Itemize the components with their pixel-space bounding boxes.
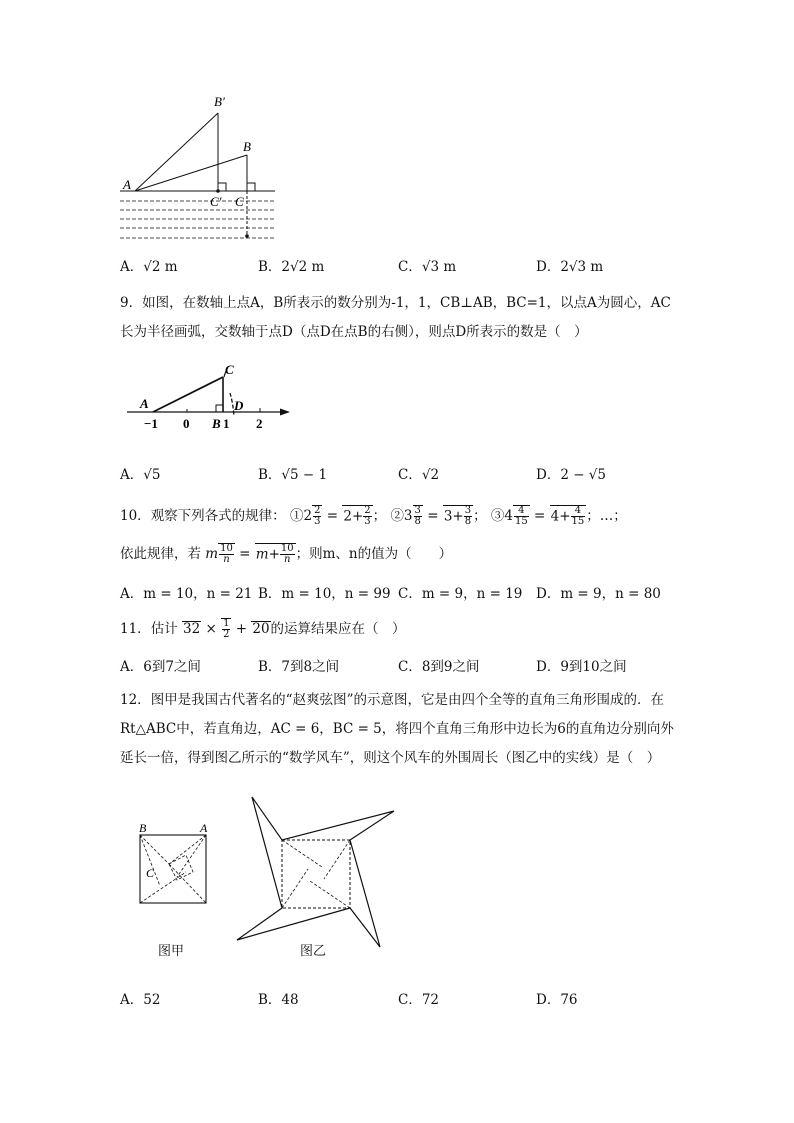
q9-tick-0: 0 — [183, 416, 190, 431]
q11-option-b-value: 7到8之间 — [281, 659, 340, 675]
q9-tick-neg1: −1 — [144, 416, 158, 431]
q11-option-c-value: 8到9之间 — [421, 659, 480, 675]
q12-option-b: B．48 — [258, 992, 299, 1008]
q8-figure — [115, 90, 285, 250]
q9-number-line-figure — [122, 360, 297, 435]
q9-tick-1: 1 — [223, 416, 230, 431]
q11-expression: 32 × $\frac{1}{2}$ + 20 — [182, 617, 270, 640]
q12-figure-jia — [130, 820, 220, 910]
q12-option-c-value: 72 — [421, 992, 440, 1008]
q9-option-c-value: √2 — [421, 467, 440, 483]
q11-option-a: A．6到7之间 — [120, 659, 201, 675]
q10-text-line1: 10．观察下列各式的规律： ①2 $\frac{2}{3}$ = 2+ $\frac{2}{3}$ ； ②3 $\frac{3}{8}$ = 3+ $\frac{3}{8}$ ； ③4 $\frac{4}{15}$ = 4+ $\frac{4}{15}$ ；…； — [120, 504, 627, 527]
q12-text-line2: Rt△ABC中，若直角边，AC = 6，BC = 5，将四个直角三角形中边长为6的直角边分别向外 — [120, 721, 674, 737]
q8-option-c-value: √3 m — [421, 259, 457, 275]
q9-option-a: A．√5 — [120, 467, 161, 483]
q10-option-a-value: m = 10，n = 21 — [143, 586, 253, 602]
q10-option-c-value: m = 9，n = 19 — [421, 586, 523, 602]
q8-option-a-value: √2 m — [143, 259, 178, 275]
q10-option-a: A．m = 10，n = 21 — [120, 586, 253, 602]
q12-option-c: C．72 — [398, 992, 440, 1008]
q11-option-c: C．8到9之间 — [398, 659, 480, 675]
q8-option-a: A．√2 m — [120, 259, 178, 275]
q12-option-b-value: 48 — [281, 992, 299, 1008]
q9-tick-2: 2 — [256, 416, 263, 431]
q8-label-cprime: C′ — [210, 194, 222, 209]
q12-fig-jia-caption: 图甲 — [158, 944, 185, 959]
q10-option-d-value: m = 9，n = 80 — [560, 586, 661, 602]
q8-option-c: C．√3 m — [398, 259, 457, 275]
q10-formula-2: ②3 $\frac{3}{8}$ = 3+ $\frac{3}{8}$ ； — [390, 504, 487, 527]
q9-option-b: B．√5 − 1 — [258, 467, 328, 483]
q8-option-b-value: 2√2 m — [281, 259, 325, 275]
q8-option-b: B．2√2 m — [258, 259, 325, 275]
q12-jia-label-b: B — [139, 821, 147, 835]
q9-option-c: C．√2 — [398, 467, 440, 483]
q9-label-b: B — [212, 416, 221, 431]
q12-jia-label-a: A — [200, 821, 208, 835]
q12-option-a: A．52 — [120, 992, 161, 1008]
q12-fig-yi-caption: 图乙 — [300, 944, 327, 959]
q12-option-a-value: 52 — [143, 992, 161, 1008]
q8-option-d-value: 2√3 m — [560, 259, 604, 275]
q9-text-line2: 长为半径画弧，交数轴于点D（点D在点B的右侧），则点D所表示的数是（ ） — [120, 324, 588, 340]
q9-label-d: D — [234, 398, 244, 413]
q8-label-a: A — [123, 177, 131, 192]
q11-option-a-value: 6到7之间 — [143, 659, 201, 675]
q10-formula-3: ③4 $\frac{4}{15}$ = 4+ $\frac{4}{15}$ ；…； — [490, 504, 627, 527]
q12-text-line3: 延长一倍，得到图乙所示的“数学风车”，则这个风车的外围周长（图乙中的实线）是（ ） — [120, 750, 661, 766]
q12-figure-yi — [232, 792, 402, 952]
q12-jia-label-c: C — [146, 866, 155, 880]
q10-condition-formula: m $\frac{10}{n}$ = m+ $\frac{10}{n}$ — [205, 542, 294, 565]
q11-option-d: D．9到10之间 — [536, 659, 627, 675]
q11-option-b: B．7到8之间 — [258, 659, 340, 675]
q9-label-a: A — [140, 396, 149, 411]
q10-option-d: D．m = 9，n = 80 — [536, 586, 661, 602]
q12-text-line1: 12．图甲是我国古代著名的“赵爽弦图”的示意图，它是由四个全等的直角三角形围成的．在 — [120, 692, 664, 708]
q8-label-bprime: B′ — [214, 94, 225, 109]
q8-label-b: B — [243, 139, 251, 154]
q10-option-b-value: m = 10，n = 99 — [281, 586, 391, 602]
q9-text-line1: 9．如图，在数轴上点A，B所表示的数分别为-1，1，CB⊥AB，BC=1，以点A为圆心，AC — [120, 295, 671, 311]
q10-option-c: C．m = 9，n = 19 — [398, 586, 523, 602]
q11-text: 11．估计 32 × $\frac{1}{2}$ + 20的运算结果应在（ ） — [120, 617, 406, 640]
q9-label-c: C — [225, 362, 234, 377]
q10-formula-1: ①2 $\frac{2}{3}$ = 2+ $\frac{2}{3}$ ； — [289, 504, 387, 527]
q10-text-line2: 依此规律，若 m $\frac{10}{n}$ = m+ $\frac{10}{n}$ ；则m、n的值为（ ） — [120, 542, 453, 565]
q12-option-d-value: 76 — [560, 992, 578, 1008]
q9-option-a-value: √5 — [143, 467, 161, 483]
q10-option-b: B．m = 10，n = 99 — [258, 586, 391, 602]
q8-option-d: D．2√3 m — [536, 259, 604, 275]
q11-option-d-value: 9到10之间 — [560, 659, 627, 675]
q9-option-d-value: 2 − √5 — [560, 467, 607, 483]
q12-option-d: D．76 — [536, 992, 578, 1008]
q9-option-b-value: √5 − 1 — [281, 467, 328, 483]
q9-option-d: D．2 − √5 — [536, 467, 607, 483]
q8-label-c: C — [235, 194, 244, 209]
